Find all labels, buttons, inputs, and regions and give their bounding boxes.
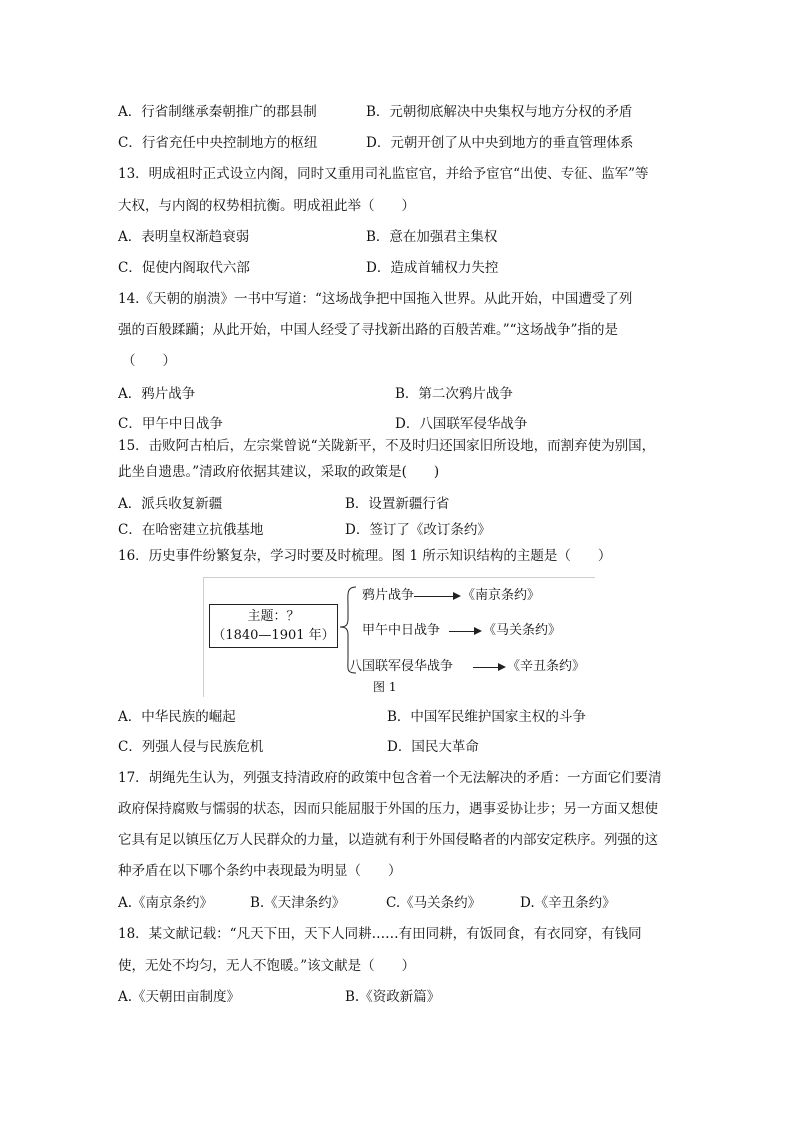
- q17-stem-line2: 政府保持腐败与懦弱的状态，因而只能屈服于外国的压力，遇事妥协让步；另一方面又想使: [118, 801, 658, 817]
- arrow-line-2: [449, 631, 475, 632]
- q17-option-a: A.《南京条约》: [118, 895, 214, 911]
- treaty-label-1: 《南京条约》: [462, 588, 541, 603]
- figure-caption: 图 1: [373, 680, 397, 694]
- q16-option-c: C．列强人侵与民族危机: [118, 739, 264, 755]
- q15-option-b: B．设置新疆行省: [345, 496, 450, 512]
- q16-option-b: B．中国军民维护国家主权的斗争: [387, 709, 586, 725]
- q18-option-a: A.《天朝田亩制度》: [118, 989, 241, 1005]
- treaty-label-3: 《辛丑条约》: [507, 659, 586, 674]
- q17-option-b: B.《天津条约》: [250, 895, 346, 911]
- q13-option-d: D．造成首辅权力失控: [366, 260, 499, 276]
- q14-stem-line2: 强的百般蹂躏；从此开始，中国人经受了寻找新出路的百般苦难。”“这场战争”指的是: [118, 322, 618, 338]
- q12-option-b: B．元朝彻底解决中央集权与地方分权的矛盾: [366, 104, 633, 120]
- event-label-1: 鸦片战争: [362, 588, 415, 603]
- q15-option-c: C．在哈密建立抗俄基地: [118, 522, 264, 538]
- q17-option-d: D.《辛丑条约》: [520, 895, 616, 911]
- q16-stem-line1: 16．历史事件纷繁复杂，学习时要及时梳理。图 1 所示知识结构的主题是（ ）: [118, 548, 612, 564]
- q16-option-d: D．国民大革命: [387, 739, 479, 755]
- arrow-right-icon-1: [453, 592, 461, 600]
- q15-option-d: D．签订了《改订条约》: [345, 522, 491, 538]
- q18-stem-line2: 使，无处不均匀，无人不饱暖。”该文献是（ ）: [118, 958, 416, 974]
- q15-option-a: A．派兵收复新疆: [118, 496, 223, 512]
- event-label-2: 甲午中日战争: [362, 623, 441, 638]
- q18-option-b: B.《资政新篇》: [345, 989, 441, 1005]
- arrow-right-icon-2: [474, 627, 482, 635]
- treaty-label-2: 《马关条约》: [483, 623, 562, 638]
- q14-option-a: A．鸦片战争: [118, 386, 196, 402]
- q15-stem-line2: 此坐自遗患。”清政府依据其建议，采取的政策是( ): [118, 464, 440, 480]
- diagram-frame-top: [203, 577, 595, 578]
- q17-stem-line1: 17．胡绳先生认为，列强支持清政府的政策中包含着一个无法解决的矛盾：一方面它们要清: [118, 770, 662, 786]
- q14-stem-line3: （ ）: [122, 353, 176, 369]
- q13-stem-line2: 大权，与内阁的权势相抗衡。明成祖此举（ ）: [118, 198, 415, 214]
- q16-option-a: A．中华民族的崛起: [118, 709, 236, 725]
- topic-years: （1840—1901 年）: [212, 628, 335, 643]
- event-label-3: 八国联军侵华战争: [349, 659, 454, 674]
- q13-stem-line1: 13．明成祖时正式设立内阁，同时又重用司礼监宦官，并给予宦官“出使、专征、监军”等: [118, 166, 649, 182]
- q13-option-a: A．表明皇权渐趋衰弱: [118, 229, 250, 245]
- arrow-line-1: [414, 596, 454, 597]
- diagram-frame-left: [203, 577, 204, 697]
- q14-option-c: C．甲午中日战争: [118, 416, 223, 432]
- q14-option-b: B．第二次鸦片战争: [395, 386, 513, 402]
- q14-stem-line1: 14.《天朝的崩溃》一书中写道：“这场战争把中国拖入世界。从此开始，中国遭受了列: [118, 291, 633, 307]
- q14-option-d: D．八国联军侵华战争: [395, 416, 528, 432]
- q13-option-c: C．促使内阁取代六部: [118, 260, 250, 276]
- knowledge-structure-diagram: [203, 577, 595, 697]
- topic-box: [209, 604, 338, 648]
- q12-option-c: C．行省充任中央控制地方的枢纽: [118, 135, 318, 151]
- topic-label: 主题：？: [247, 609, 300, 624]
- q12-option-d: D．元朝开创了从中央到地方的垂直管理体系: [366, 135, 634, 151]
- q17-stem-line3: 它具有足以镇压亿万人民群众的力量，以造就有利于外国侵略者的内部安定秩序。列强的这: [118, 832, 658, 848]
- q15-stem-line1: 15．击败阿古柏后，左宗棠曾说“关陇新平，不及时归还国家旧所设地，而割弃使为别国，: [118, 438, 656, 454]
- arrow-right-icon-3: [498, 663, 506, 671]
- q18-stem-line1: 18．某文献记载：“凡天下田，天下人同耕……有田同耕，有饭同食，有衣同穿，有钱同: [118, 926, 642, 942]
- arrow-line-3: [473, 667, 499, 668]
- q12-option-a: A．行省制继承秦朝推广的郡县制: [118, 104, 317, 120]
- q13-option-b: B．意在加强君主集权: [366, 229, 498, 245]
- q17-option-c: C.《马关条约》: [386, 895, 482, 911]
- q17-stem-line4: 种矛盾在以下哪个条约中表现最为明显（ ）: [118, 863, 402, 879]
